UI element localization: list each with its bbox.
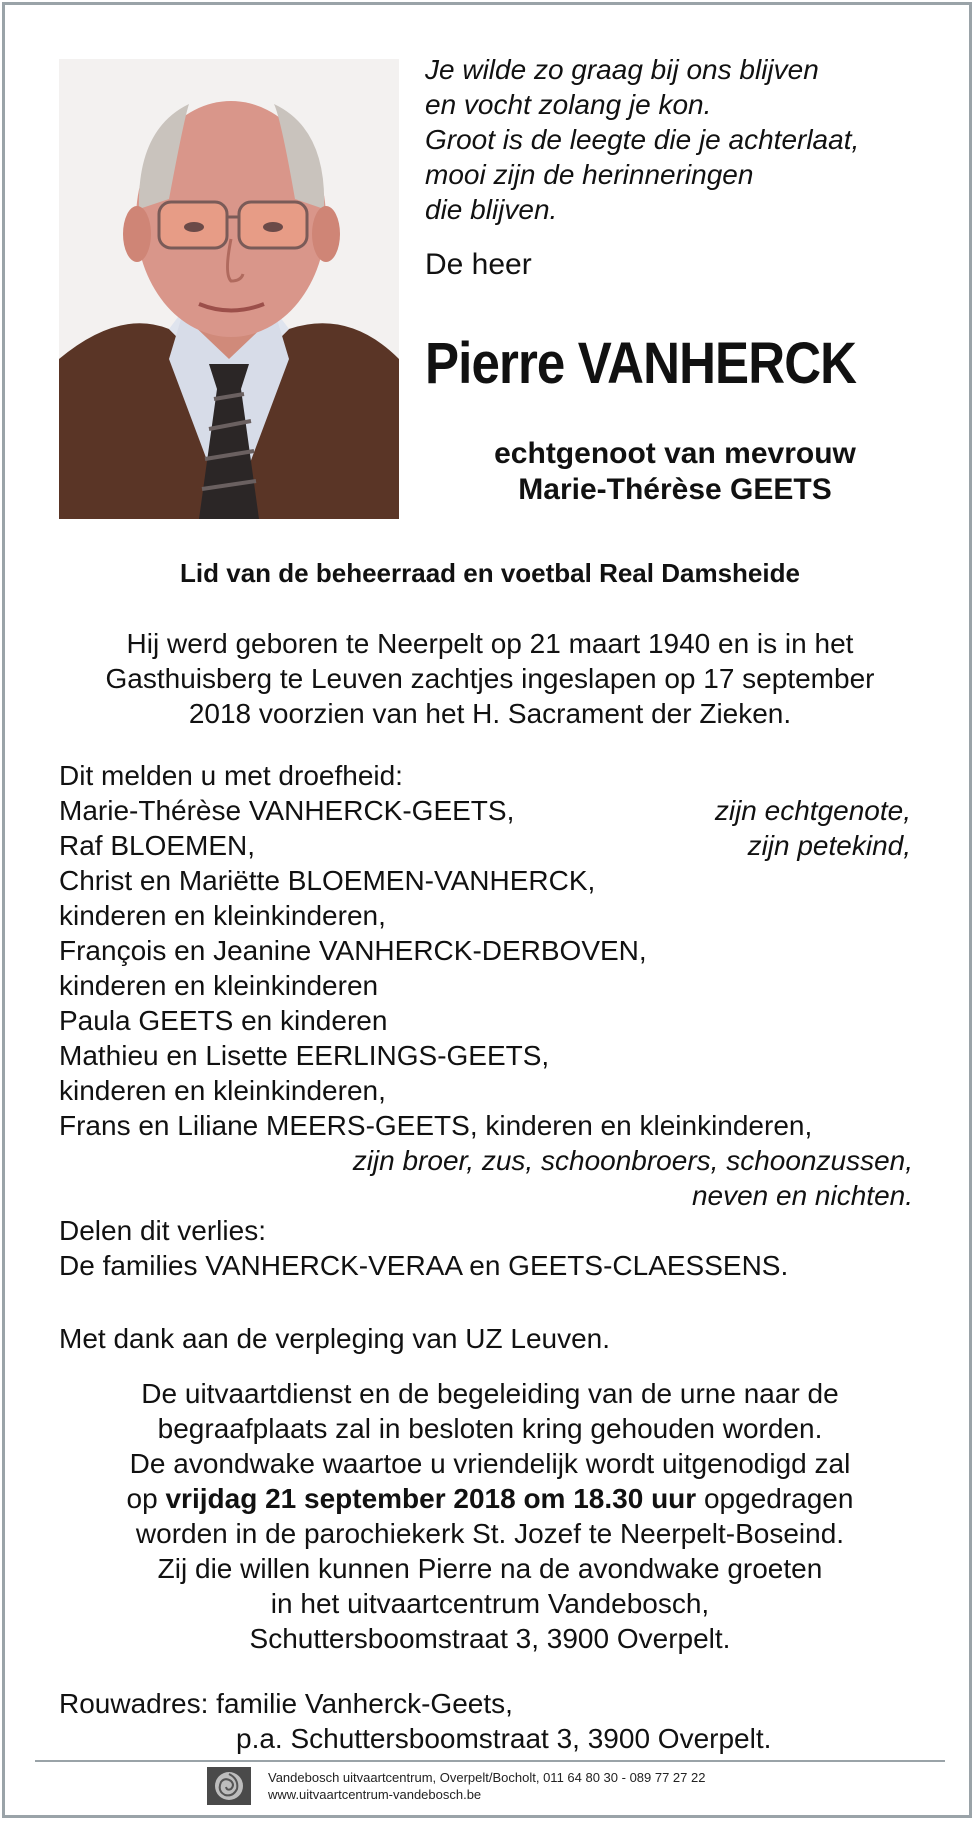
share-families: De families VANHERCK-VERAA en GEETS-CLAESSENS. xyxy=(59,1250,789,1281)
paragraph-line: Gasthuisberg te Leuven zachtjes ingeslapen op 17 september xyxy=(105,663,875,694)
family-line: kinderen en kleinkinderen, xyxy=(59,900,386,931)
service-line: Schuttersboomstraat 3, 3900 Overpelt. xyxy=(249,1623,731,1654)
membership-line: Lid van de beheerraad en voetbal Real Damsheide xyxy=(180,558,800,588)
family-line: kinderen en kleinkinderen xyxy=(59,970,379,1001)
service-line: worden in de parochiekerk St. Jozef te Neerpelt-Boseind. xyxy=(135,1518,845,1549)
family-line: Mathieu en Lisette EERLINGS-GEETS, xyxy=(59,1040,550,1071)
family-line: Paula GEETS en kinderen xyxy=(59,1005,388,1036)
thanks-line: Met dank aan de verpleging van UZ Leuven. xyxy=(59,1323,611,1354)
family-list xyxy=(59,758,919,1283)
spouse-line: echtgenoot van mevrouw xyxy=(494,437,856,470)
footer-website: www.uitvaartcentrum-vandebosch.be xyxy=(268,1787,482,1802)
spouse-info xyxy=(420,436,930,508)
birth-death-paragraph xyxy=(40,626,940,731)
family-intro: Dit melden u met droefheid: xyxy=(59,760,403,791)
service-line: De avondwake waartoe u vriendelijk wordt uitgenodigd zal xyxy=(129,1448,851,1479)
address-line: p.a. Schuttersboomstraat 3, 3900 Overpelt. xyxy=(236,1723,772,1754)
family-line: François en Jeanine VANHERCK-DERBOVEN, xyxy=(59,935,647,966)
share-label: Delen dit verlies: xyxy=(59,1215,266,1246)
family-role: zijn echtgenote, xyxy=(714,795,911,826)
service-line: Zij die willen kunnen Pierre na de avondwake groeten xyxy=(157,1553,823,1584)
family-line: Frans en Liliane MEERS-GEETS, kinderen en kleinkinderen, xyxy=(59,1110,813,1141)
service-line: De uitvaartdienst en de begeleiding van de urne naar de xyxy=(141,1378,839,1409)
family-member: Marie-Thérèse VANHERCK-GEETS, xyxy=(59,795,515,826)
footer-line: Vandebosch uitvaartcentrum, Overpelt/Bocholt, 011 64 80 30 - 089 77 27 22 xyxy=(268,1770,706,1785)
poem-line: en vocht zolang je kon. xyxy=(425,89,712,120)
family-relation: zijn broer, zus, schoonbroers, schoonzussen, xyxy=(352,1145,913,1176)
poem-line: die blijven. xyxy=(425,194,558,225)
family-row xyxy=(59,828,919,863)
spouse-name: Marie-Thérèse GEETS xyxy=(518,473,832,506)
poem-line: Je wilde zo graag bij ons blijven xyxy=(425,54,819,85)
service-date: vrijdag 21 september 2018 om 18.30 uur xyxy=(165,1483,697,1514)
family-line: Christ en Mariëtte BLOEMEN-VANHERCK, xyxy=(59,865,596,896)
paragraph-line: Hij werd geboren te Neerpelt op 21 maart 1940 en is in het xyxy=(126,628,854,659)
deceased-name: Pierre VANHERCK xyxy=(425,331,857,396)
service-paragraph xyxy=(40,1376,940,1656)
service-text: opgedragen xyxy=(696,1483,854,1514)
service-line xyxy=(40,1481,940,1516)
family-line: kinderen en kleinkinderen, xyxy=(59,1075,386,1106)
footer xyxy=(268,1769,705,1803)
mourning-address xyxy=(59,1686,919,1756)
family-role: zijn petekind, xyxy=(747,830,911,861)
service-text: op xyxy=(126,1483,166,1514)
family-member: Raf BLOEMEN, xyxy=(59,830,256,861)
salutation: De heer xyxy=(425,248,532,281)
service-line: begraafplaats zal in besloten kring gehouden worden. xyxy=(157,1413,823,1444)
address-line: Rouwadres: familie Vanherck-Geets, xyxy=(59,1688,513,1719)
family-relation: neven en nichten. xyxy=(691,1180,913,1211)
paragraph-line: 2018 voorzien van het H. Sacrament der Zieken. xyxy=(188,698,792,729)
divider xyxy=(35,1760,945,1762)
poem-line: Groot is de leegte die je achterlaat, xyxy=(425,124,860,155)
family-row xyxy=(59,793,919,828)
poem xyxy=(425,52,945,227)
rose-logo-icon xyxy=(207,1767,251,1805)
poem-line: mooi zijn de herinneringen xyxy=(425,159,754,190)
portrait-photo xyxy=(59,59,399,519)
service-line: in het uitvaartcentrum Vandebosch, xyxy=(270,1588,710,1619)
